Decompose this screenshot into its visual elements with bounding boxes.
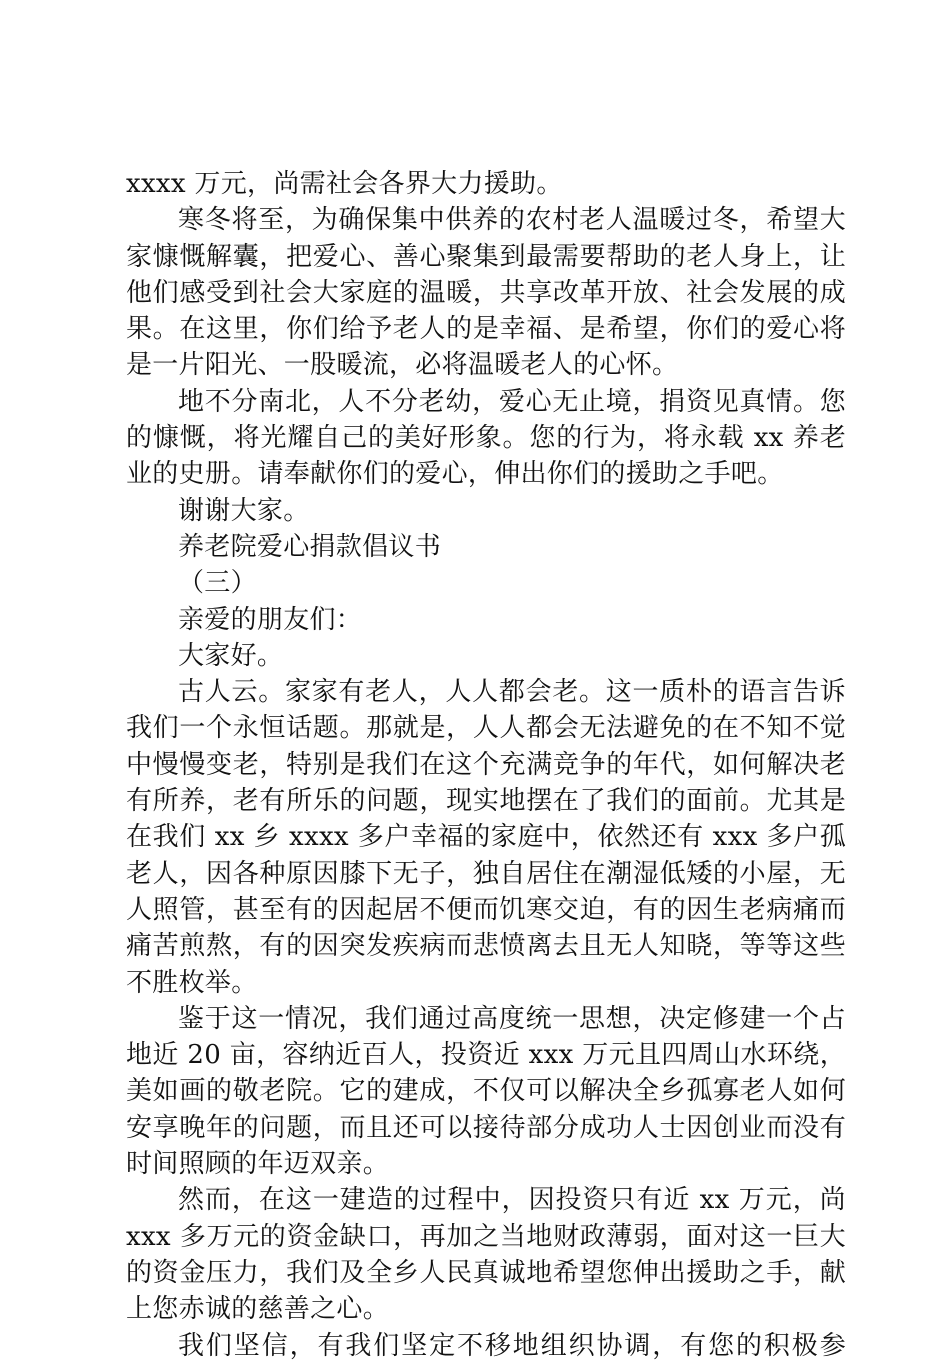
text-line: 痛苦煎熬，有的因突发疾病而悲愤离去且无人知晓，等等这些 (126, 931, 846, 962)
text-line: 的慷慨，将光耀自己的美好形象。您的行为，将永载 xx 养老 (126, 423, 846, 454)
text-line: 地近 20 亩，容纳近百人，投资近 xxx 万元且四周山水环绕， (126, 1040, 846, 1071)
text-line: 养老院爱心捐款倡议书 (178, 531, 442, 562)
text-line: xxx 多万元的资金缺口，再加之当地财政薄弱，面对这一巨大 (126, 1221, 846, 1252)
text-line: 亲爱的朋友们： (178, 604, 363, 635)
text-line: 鉴于这一情况，我们通过高度统一思想，决定修建一个占 (178, 1003, 846, 1034)
text-line: 美如画的敬老院。它的建成，不仅可以解决全乡孤寡老人如何 (126, 1076, 846, 1107)
text-line: （三） (178, 568, 257, 599)
text-line: 他们感受到社会大家庭的温暖，共享改革开放、社会发展的成 (126, 277, 846, 308)
text-line: 我们一个永恒话题。那就是，人人都会无法避免的在不知不觉 (126, 713, 846, 744)
text-line: 老人，因各种原因膝下无子，独自居住在潮湿低矮的小屋，无 (126, 858, 846, 889)
text-line: 上您赤诚的慈善之心。 (126, 1294, 390, 1325)
text-line: 大家好。 (178, 640, 284, 671)
text-line: 业的史册。请奉献你们的爱心，伸出你们的援助之手吧。 (126, 459, 784, 490)
text-line: 安享晚年的问题，而且还可以接待部分成功人士因创业而没有 (126, 1112, 846, 1143)
text-line: xxxx 万元，尚需社会各界大力援助。 (126, 169, 563, 199)
text-line: 中慢慢变老，特别是我们在这个充满竞争的年代，如何解决老 (126, 749, 846, 780)
text-line: 有所养，老有所乐的问题，现实地摆在了我们的面前。尤其是 (126, 786, 846, 817)
text-line: 然而，在这一建造的过程中，因投资只有近 xx 万元，尚 (178, 1185, 846, 1216)
text-line: 谢谢大家。 (178, 495, 310, 526)
text-line: 我们坚信，有我们坚定不移地组织协调，有您的积极参 (178, 1330, 846, 1361)
text-line: 果。在这里，你们给予老人的是幸福、是希望，你们的爱心将 (126, 314, 846, 345)
text-line: 人照管，甚至有的因起居不便而饥寒交迫，有的因生老病痛而 (126, 894, 846, 925)
text-line: 的资金压力，我们及全乡人民真诚地希望您伸出援助之手，献 (126, 1257, 846, 1288)
text-line: 是一片阳光、一股暖流，必将温暖老人的心怀。 (126, 350, 679, 381)
text-line: 古人云。家家有老人，人人都会老。这一质朴的语言告诉 (178, 677, 846, 708)
text-line: 在我们 xx 乡 xxxx 多户幸福的家庭中，依然还有 xxx 多户孤 (126, 822, 846, 853)
text-line: 寒冬将至，为确保集中供养的农村老人温暖过冬，希望大 (178, 205, 846, 236)
text-line: 时间照顾的年迈双亲。 (126, 1149, 390, 1180)
document-text (126, 166, 846, 1364)
text-line: 家慷慨解囊，把爱心、善心聚集到最需要帮助的老人身上，让 (126, 241, 846, 272)
text-line: 不胜枚举。 (126, 967, 258, 998)
text-line: 地不分南北，人不分老幼，爱心无止境，捐资见真情。您 (178, 386, 846, 417)
